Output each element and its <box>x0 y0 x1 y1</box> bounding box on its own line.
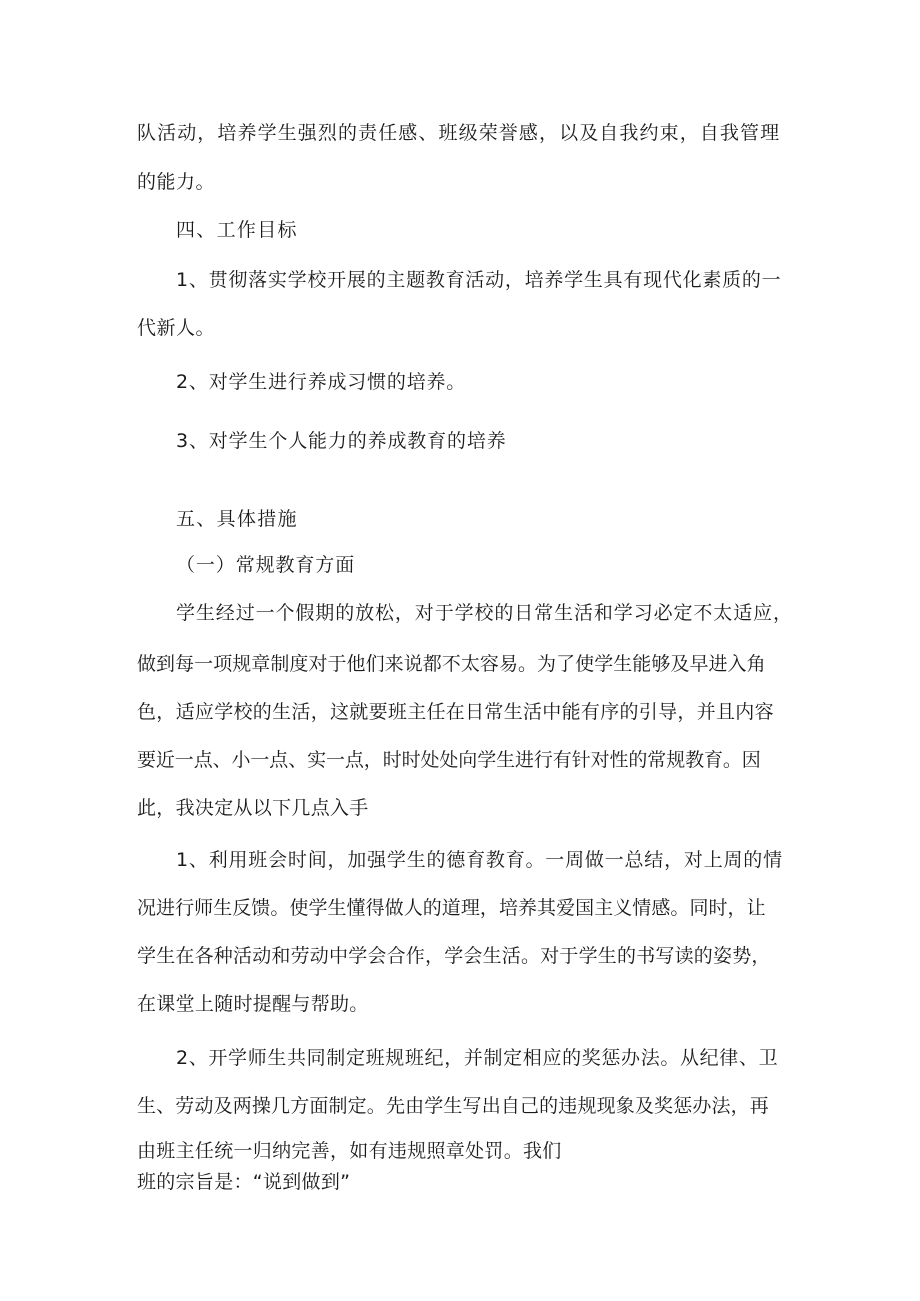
paragraph-line: 在课堂上随时提醒与帮助。 <box>137 993 369 1015</box>
paragraph-line: 此，我决定从以下几点入手 <box>137 797 369 819</box>
paragraph-line: 况进行师生反馈。使学生懂得做人的道理，培养其爱国主义情感。同时，让 <box>137 897 766 919</box>
section-heading: 五、具体措施 <box>176 508 298 530</box>
measure-item: 1、利用班会时间，加强学生的德育教育。一周做一总结，对上周的情 <box>176 849 783 871</box>
goal-item: 3、对学生个人能力的养成教育的培养 <box>176 430 507 452</box>
subsection-heading: （一）常规教育方面 <box>176 554 356 576</box>
paragraph-line: 学生在各种活动和劳动中学会合作，学会生活。对于学生的书写读的姿势， <box>137 945 771 967</box>
paragraph-line: 的能力。 <box>137 171 216 193</box>
measure-item: 2、开学师生共同制定班规班纪，并制定相应的奖惩办法。从纪律、卫 <box>176 1047 779 1069</box>
goal-item: 2、对学生进行养成习惯的培养。 <box>176 371 467 393</box>
paragraph-line: 队活动，培养学生强烈的责任感、班级荣誉感，以及自我约束，自我管理 <box>137 122 781 144</box>
paragraph-line: 班的宗旨是：“说到做到” <box>137 1171 351 1193</box>
paragraph-line: 学生经过一个假期的放松，对于学校的日常生活和学习必定不太适应， <box>176 602 793 624</box>
paragraph-line: 生、劳动及两操几方面制定。先由学生写出自己的违规现象及奖惩办法，再 <box>137 1095 769 1117</box>
paragraph-line: 色，适应学校的生活，这就要班主任在日常生活中能有序的引导，并且内容 <box>137 701 774 723</box>
section-heading: 四、工作目标 <box>176 219 298 241</box>
paragraph-line: 要近一点、小一点、实一点，时时处处向学生进行有针对性的常规教育。因 <box>137 749 761 771</box>
goal-item: 1、贯彻落实学校开展的主题教育活动，培养学生具有现代化素质的一 <box>176 269 782 291</box>
paragraph-line: 做到每一项规章制度对于他们来说都不太容易。为了使学生能够及早进入角 <box>137 653 766 675</box>
goal-item-continuation: 代新人。 <box>137 317 216 339</box>
paragraph-line: 由班主任统一归纳完善，如有违规照章处罚。我们 <box>137 1140 562 1162</box>
